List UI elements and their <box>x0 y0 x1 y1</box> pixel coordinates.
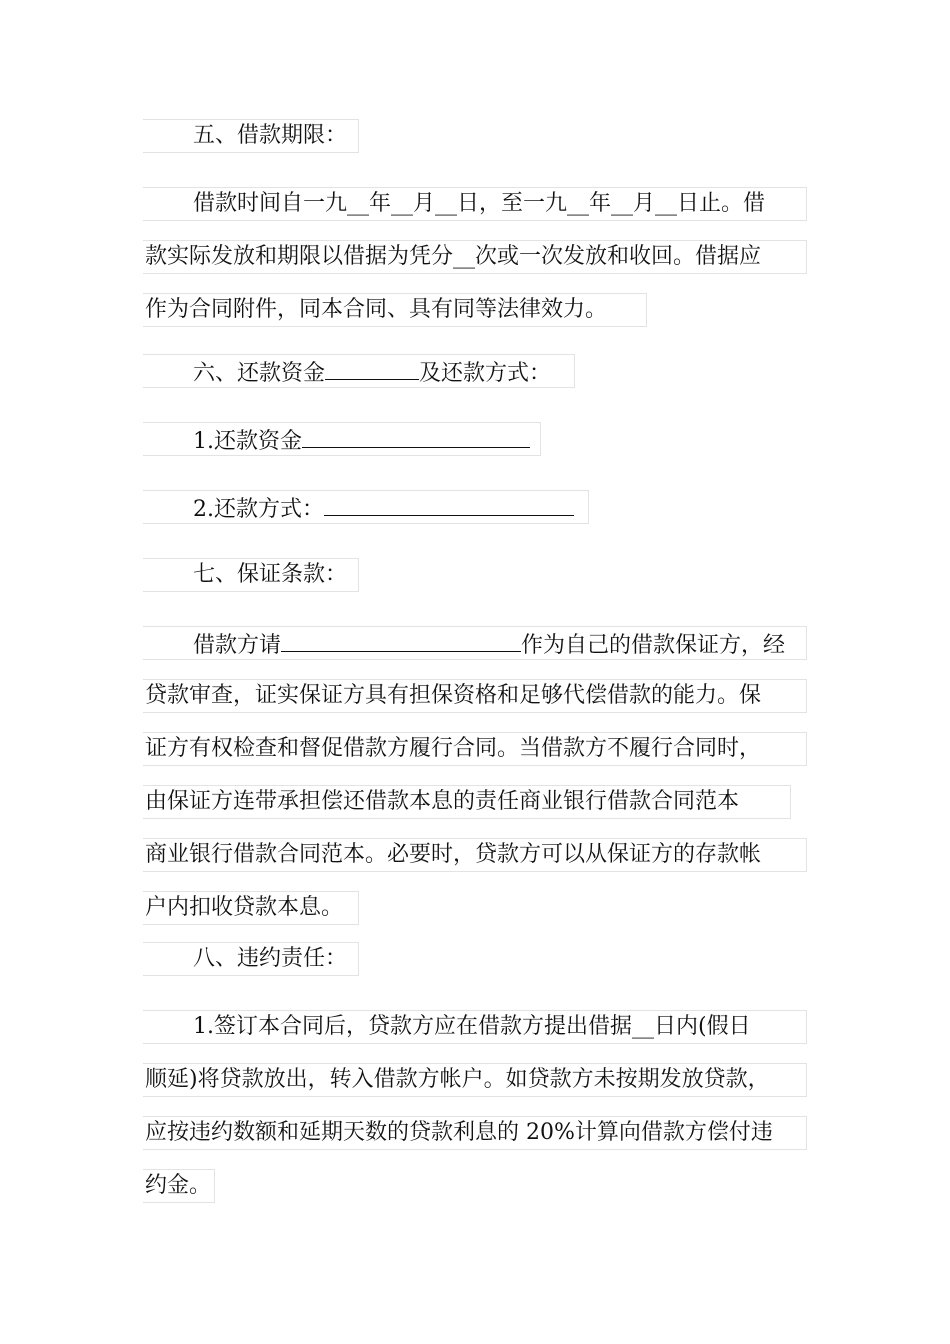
section-7-line-2: 贷款审查，证实保证方具有担保资格和足够代偿借款的能力。保 <box>143 678 807 731</box>
section-7-line-1 <box>143 625 807 678</box>
section-8-line-4: 约金。 <box>143 1168 807 1221</box>
item-2-label: 2.还款方式： <box>193 497 324 522</box>
section-7-line-3: 证方有权检查和督促借款方履行合同。当借款方不履行合同时， <box>143 731 807 784</box>
section-5-body <box>143 186 807 345</box>
section-5-line-1: 借款时间自一九__年__月__日，至一九__年__月__日止。借 <box>143 186 807 239</box>
section-8-heading: 八、违约责任： <box>143 941 807 994</box>
guarantor-blank <box>281 625 521 652</box>
section-5-heading-block <box>143 118 807 171</box>
section-7-line-4: 由保证方连带承担偿还借款本息的责任商业银行借款合同范本 <box>143 784 807 837</box>
section-7-line-5: 商业银行借款合同范本。必要时，贷款方可以从保证方的存款帐 <box>143 837 807 890</box>
section-5-line-3: 作为合同附件，同本合同、具有同等法律效力。 <box>143 292 807 345</box>
section-6-item-2-block <box>143 489 807 542</box>
section-7-heading: 七、保证条款： <box>143 557 807 610</box>
section-7-heading-block <box>143 557 807 610</box>
section-7-line-1-prefix: 借款方请 <box>193 633 282 658</box>
section-5-line-2: 款实际发放和期限以借据为凭分__次或一次发放和收回。借据应 <box>143 239 807 292</box>
section-8-line-2: 顺延)将贷款放出，转入借款方帐户。如贷款方未按期发放贷款， <box>143 1062 807 1115</box>
section-6-item-1 <box>143 421 807 474</box>
item-1-label: 1.还款资金 <box>193 429 302 454</box>
section-8-heading-block <box>143 941 807 994</box>
section-7-line-1-suffix: 作为自己的借款保证方，经 <box>521 633 786 658</box>
section-6-heading-prefix: 六、还款资金 <box>193 361 326 386</box>
section-8-body <box>143 1009 807 1221</box>
section-5-heading: 五、借款期限： <box>143 118 807 171</box>
section-6-item-2 <box>143 489 807 542</box>
section-6-heading <box>143 353 807 406</box>
section-7-line-6: 户内扣收贷款本息。 <box>143 890 807 943</box>
section-8-line-3: 应按违约数额和延期天数的贷款利息的 20%计算向借款方偿付违 <box>143 1115 807 1168</box>
repayment-fund-field <box>302 421 530 448</box>
section-7-body <box>143 625 807 943</box>
section-8-line-1: 1.签订本合同后，贷款方应在借款方提出借据__日内(假日 <box>143 1009 807 1062</box>
section-6-heading-block <box>143 353 807 406</box>
repayment-fund-blank <box>325 353 419 380</box>
repayment-method-field <box>324 489 574 516</box>
section-6-heading-suffix: 及还款方式： <box>419 361 552 386</box>
section-6-item-1-block <box>143 421 807 474</box>
